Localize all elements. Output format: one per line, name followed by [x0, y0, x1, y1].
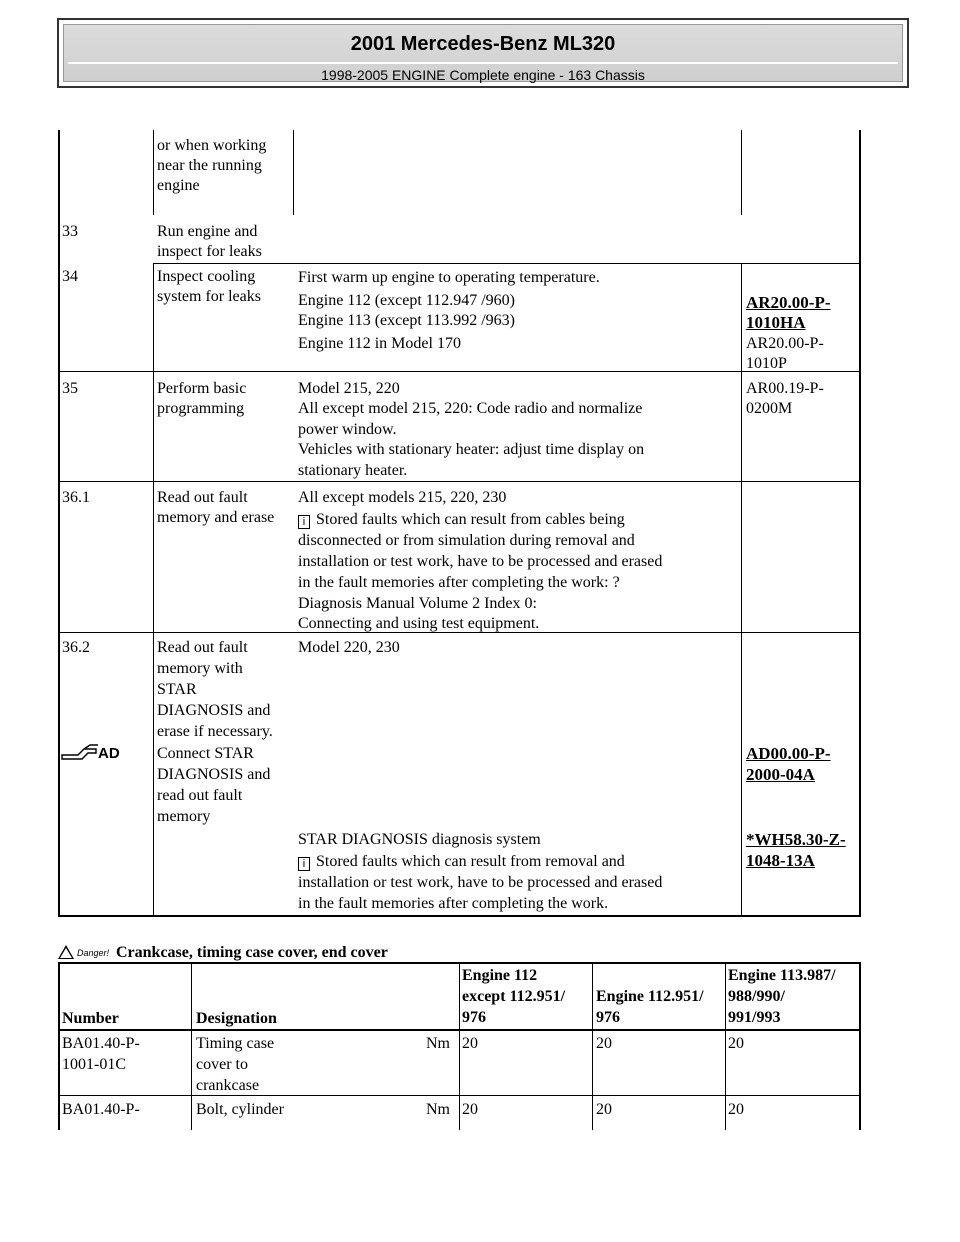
danger-label: Danger!: [77, 948, 110, 958]
table-border-bottom: [58, 915, 861, 917]
torque-value: 20: [462, 1101, 478, 1118]
step-designation: memory with: [157, 660, 243, 677]
table-border-left: [58, 130, 60, 917]
step-instruction: STAR DIAGNOSIS diagnosis system: [298, 831, 541, 848]
step-instruction: All except model 215, 220: Code radio and normalize: [298, 400, 643, 417]
step-number: 36.1: [62, 489, 90, 506]
torque-number: BA01.40-P-: [62, 1101, 140, 1118]
step-designation: system for leaks: [157, 288, 261, 305]
step-designation: Read out fault: [157, 489, 248, 506]
torque-designation: crankcase: [196, 1077, 260, 1094]
reference-link[interactable]: *WH58.30-Z-: [746, 830, 846, 849]
note-text: Stored faults which can result from removal and: [316, 853, 625, 870]
step-designation: DIAGNOSIS and: [157, 766, 271, 783]
reference-code: AR00.19-P-: [746, 380, 824, 397]
col-header-engine: Engine 113.987/: [728, 967, 836, 984]
step-designation: erase if necessary.: [157, 723, 273, 740]
step-instruction: installation or test work, have to be processed and erased: [298, 553, 663, 570]
step-designation: Run engine and: [157, 223, 258, 240]
col-header-designation: Designation: [196, 1010, 277, 1027]
document-header: [57, 18, 909, 88]
step-instruction: Engine 112 (except 112.947 /960): [298, 292, 515, 309]
reference-code: 1010P: [746, 355, 787, 372]
step-number: 34: [62, 268, 78, 285]
note-text: Stored faults which can result from cables being: [316, 511, 625, 528]
continuation-line: near the running: [157, 157, 262, 174]
header-divider: [68, 62, 898, 64]
col-header-engine: 976: [596, 1009, 620, 1026]
table-border-right: [859, 130, 861, 917]
step-instruction: Model 220, 230: [298, 639, 400, 656]
step-number: 35: [62, 380, 78, 397]
torque-table-border: [859, 962, 861, 1130]
torque-unit: Nm: [426, 1101, 450, 1118]
step-designation: STAR: [157, 681, 197, 698]
document-subtitle: 1998-2005 ENGINE Complete engine - 163 Chassis: [321, 67, 645, 83]
col-header-number: Number: [62, 1010, 119, 1027]
step-instruction: stationary heater.: [298, 462, 408, 479]
step-instruction: All except models 215, 220, 230: [298, 489, 507, 506]
step-number: 33: [62, 223, 78, 240]
torque-value: 20: [462, 1035, 478, 1052]
torque-col-divider: [725, 962, 726, 1130]
col-header-engine: 988/990/: [728, 988, 785, 1005]
row-divider: [60, 481, 859, 482]
section-title: Crankcase, timing case cover, end cover: [116, 944, 388, 961]
col-divider: [741, 263, 742, 915]
torque-unit: Nm: [426, 1035, 450, 1052]
step-designation: inspect for leaks: [157, 243, 262, 260]
header-panel: [63, 24, 903, 82]
torque-col-divider: [592, 962, 593, 1130]
torque-designation: Timing case: [196, 1035, 275, 1052]
step-instruction: Model 215, 220: [298, 380, 400, 397]
step-instruction: in the fault memories after completing the work: ?: [298, 574, 620, 591]
col-header-engine: 991/993: [728, 1009, 781, 1026]
col-header-engine: Engine 112: [462, 967, 538, 984]
torque-value: 20: [596, 1035, 612, 1052]
col-header-engine: 976: [462, 1009, 486, 1026]
step-instruction: Engine 112 in Model 170: [298, 335, 461, 352]
step-instruction: First warm up engine to operating temperature.: [298, 269, 600, 286]
info-icon: i: [298, 857, 310, 871]
step-instruction: power window.: [298, 421, 397, 438]
col-divider: [293, 130, 294, 215]
step-instruction: disconnected or from simulation during removal and: [298, 532, 635, 549]
continuation-line: engine: [157, 177, 200, 194]
step-designation: Perform basic: [157, 380, 247, 397]
reference-link[interactable]: 1010HA: [746, 313, 806, 332]
step-note: [298, 852, 625, 873]
step-instruction: Diagnosis Manual Volume 2 Index 0:: [298, 595, 537, 612]
torque-value: 20: [596, 1101, 612, 1118]
step-designation: memory: [157, 808, 211, 825]
reference-code: 0200M: [746, 400, 793, 417]
reference-link[interactable]: AD00.00-P-: [746, 744, 831, 763]
reference-link[interactable]: 1048-13A: [746, 851, 815, 870]
step-designation: programming: [157, 400, 245, 417]
torque-designation: Bolt, cylinder: [196, 1101, 284, 1118]
col-divider: [741, 130, 742, 215]
info-icon: i: [298, 515, 310, 529]
step-instruction: Engine 113 (except 113.992 /963): [298, 312, 515, 329]
step-designation: Connect STAR: [157, 745, 254, 762]
step-note: [298, 510, 625, 531]
step-instruction: installation or test work, have to be processed and erased: [298, 874, 663, 891]
torque-designation: cover to: [196, 1056, 248, 1073]
torque-table-border: [58, 962, 60, 1130]
step-instruction: in the fault memories after completing the work.: [298, 895, 609, 912]
torque-number: BA01.40-P-: [62, 1035, 140, 1052]
reference-link[interactable]: AR20.00-P-: [746, 293, 831, 312]
torque-value: 20: [728, 1101, 744, 1118]
step-designation: Read out fault: [157, 639, 248, 656]
reference-link[interactable]: 2000-04A: [746, 765, 815, 784]
col-divider: [153, 263, 154, 915]
step-designation: Inspect cooling: [157, 268, 256, 285]
torque-col-divider: [459, 962, 460, 1130]
step-designation: memory and erase: [157, 509, 275, 526]
row-divider: [154, 263, 859, 264]
step-designation: read out fault: [157, 787, 243, 804]
step-instruction: Vehicles with stationary heater: adjust time display on: [298, 441, 645, 458]
continuation-line: or when working: [157, 137, 267, 154]
row-divider: [60, 371, 859, 372]
col-header-engine: except 112.951/: [462, 988, 566, 1005]
document-title: 2001 Mercedes-Benz ML320: [350, 33, 616, 55]
reference-code: AR20.00-P-: [746, 335, 824, 352]
col-header-engine: Engine 112.951/: [596, 988, 704, 1005]
ad-icon-label: AD: [98, 745, 120, 762]
torque-value: 20: [728, 1035, 744, 1052]
step-number: 36.2: [62, 639, 90, 656]
step-designation: DIAGNOSIS and: [157, 702, 271, 719]
col-divider: [153, 130, 154, 215]
torque-number: 1001-01C: [62, 1056, 126, 1073]
torque-col-divider: [191, 962, 192, 1130]
step-instruction: Connecting and using test equipment.: [298, 615, 540, 632]
